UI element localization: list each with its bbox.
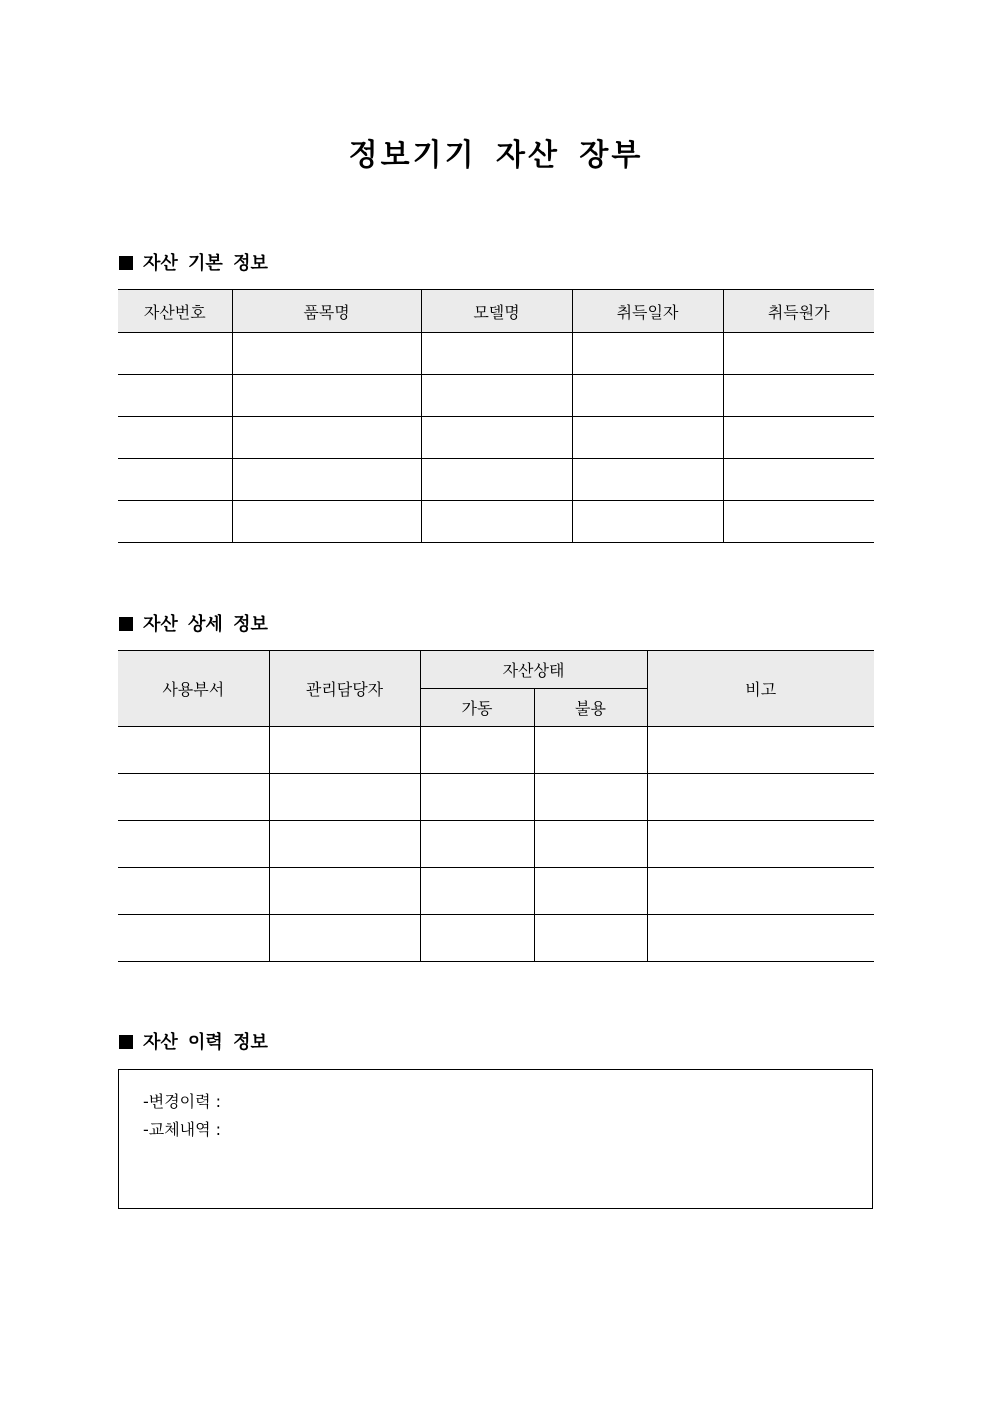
table-cell[interactable] xyxy=(647,821,874,868)
col-header-acquisition-cost: 취득원가 xyxy=(723,290,874,333)
table-cell[interactable] xyxy=(269,821,420,868)
table-cell[interactable] xyxy=(420,915,534,962)
table-cell[interactable] xyxy=(118,501,232,543)
table-cell[interactable] xyxy=(647,915,874,962)
table-cell[interactable] xyxy=(420,774,534,821)
table-cell[interactable] xyxy=(269,868,420,915)
square-bullet-icon xyxy=(119,1035,133,1049)
table-cell[interactable] xyxy=(118,417,232,459)
col-header-asset-status: 자산상태 xyxy=(420,651,647,689)
table-row xyxy=(118,774,874,821)
col-header-status-unused: 불용 xyxy=(534,689,647,727)
col-header-acquisition-date: 취득일자 xyxy=(572,290,723,333)
table-cell[interactable] xyxy=(572,333,723,375)
history-box[interactable] xyxy=(118,1069,873,1209)
table-cell[interactable] xyxy=(421,417,572,459)
table-cell[interactable] xyxy=(232,459,421,501)
table-cell[interactable] xyxy=(421,375,572,417)
table-cell[interactable] xyxy=(572,375,723,417)
table-cell[interactable] xyxy=(269,915,420,962)
table-cell[interactable] xyxy=(723,459,874,501)
col-header-model-name: 모델명 xyxy=(421,290,572,333)
table-row xyxy=(118,459,874,501)
table-row xyxy=(118,375,874,417)
section-heading-basic-text: 자산 기본 정보 xyxy=(143,253,268,274)
col-header-manager: 관리담당자 xyxy=(269,651,420,727)
square-bullet-icon xyxy=(119,617,133,631)
table-row xyxy=(118,417,874,459)
document-title: 정보기기 자산 장부 xyxy=(348,138,644,173)
table-cell[interactable] xyxy=(118,459,232,501)
table-cell[interactable] xyxy=(269,774,420,821)
table-header-row xyxy=(118,651,874,689)
col-header-item-name: 품목명 xyxy=(232,290,421,333)
history-change-log: -변경이력 : xyxy=(143,1092,222,1111)
table-cell[interactable] xyxy=(118,915,269,962)
col-header-department: 사용부서 xyxy=(118,651,269,727)
basic-info-table xyxy=(118,289,874,543)
table-cell[interactable] xyxy=(232,333,421,375)
table-cell[interactable] xyxy=(534,868,647,915)
col-header-remarks: 비고 xyxy=(647,651,874,727)
table-cell[interactable] xyxy=(421,459,572,501)
section-heading-history-text: 자산 이력 정보 xyxy=(143,1032,268,1053)
section-heading-basic xyxy=(119,251,268,277)
table-cell[interactable] xyxy=(534,727,647,774)
section-heading-detail xyxy=(119,612,268,638)
history-replacement-log: -교체내역 : xyxy=(143,1120,222,1139)
table-row xyxy=(118,868,874,915)
table-cell[interactable] xyxy=(421,501,572,543)
table-cell[interactable] xyxy=(420,868,534,915)
table-cell[interactable] xyxy=(723,417,874,459)
table-cell[interactable] xyxy=(118,821,269,868)
col-header-asset-number: 자산번호 xyxy=(118,290,232,333)
table-cell[interactable] xyxy=(269,727,420,774)
table-cell[interactable] xyxy=(118,774,269,821)
table-cell[interactable] xyxy=(534,821,647,868)
table-cell[interactable] xyxy=(421,333,572,375)
table-cell[interactable] xyxy=(534,915,647,962)
table-cell[interactable] xyxy=(572,417,723,459)
table-cell[interactable] xyxy=(723,333,874,375)
table-cell[interactable] xyxy=(534,774,647,821)
table-cell[interactable] xyxy=(647,868,874,915)
table-cell[interactable] xyxy=(647,774,874,821)
table-row xyxy=(118,727,874,774)
table-cell[interactable] xyxy=(118,727,269,774)
table-cell[interactable] xyxy=(723,501,874,543)
detail-info-table xyxy=(118,650,874,962)
table-header-row xyxy=(118,290,874,333)
table-cell[interactable] xyxy=(572,501,723,543)
table-cell[interactable] xyxy=(118,868,269,915)
table-cell[interactable] xyxy=(723,375,874,417)
section-heading-detail-text: 자산 상세 정보 xyxy=(143,614,268,635)
table-cell[interactable] xyxy=(647,727,874,774)
table-row xyxy=(118,821,874,868)
table-cell[interactable] xyxy=(118,333,232,375)
table-row xyxy=(118,915,874,962)
table-cell[interactable] xyxy=(420,727,534,774)
table-cell[interactable] xyxy=(420,821,534,868)
table-cell[interactable] xyxy=(572,459,723,501)
table-row xyxy=(118,333,874,375)
col-header-status-active: 가동 xyxy=(420,689,534,727)
section-heading-history xyxy=(119,1030,268,1056)
table-cell[interactable] xyxy=(232,501,421,543)
table-cell[interactable] xyxy=(118,375,232,417)
table-row xyxy=(118,501,874,543)
table-cell[interactable] xyxy=(232,375,421,417)
square-bullet-icon xyxy=(119,256,133,270)
table-cell[interactable] xyxy=(232,417,421,459)
